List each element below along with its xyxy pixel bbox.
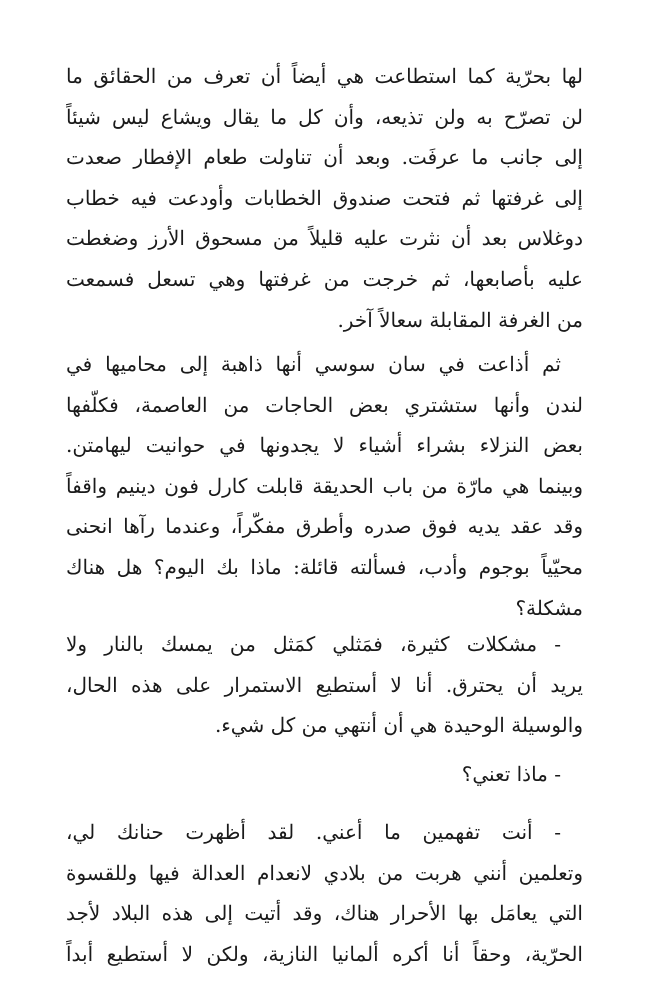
text-line: - أنت تفهمين ما أعني. لقد أظهرت حنانك لي، [66, 820, 561, 844]
text-line: عليه بأصابعها، ثم خرجت من غرفتها وهي تسعل فسمعت [66, 266, 583, 291]
text-line: من الغرفة المقابلة سعالاً آخر. [337, 307, 583, 332]
text-line: دوغلاس بعد أن نثرت عليه قليلاً من مسحوق الأرز وضغطت [66, 226, 583, 251]
text-line: يريد أن يحترق. أنا لا أستطيع الاستمرار على هذه الحال، [66, 672, 583, 697]
text-line: التي يعامَل بها الأحرار هناك، وقد أتيت إلى هذه البلاد لأجد [66, 901, 583, 926]
text-line: مشكلة؟ [515, 595, 583, 620]
text-line: إلى غرفتها ثم فتحت صندوق الخطابات وأودعت فيه خطاب [66, 185, 583, 210]
text-line: وتعلمين أنني هربت من بلادي لانعدام العدالة فيها وللقسوة [66, 860, 583, 885]
text-line: والوسيلة الوحيدة هي أن أنتهي من كل شيء. [215, 713, 583, 738]
paragraph-narration-1 [66, 56, 583, 340]
text-line: الحرّية، وحقاً أنا أكره ألمانيا النازية، ولكن لا أستطيع أبداً [66, 941, 583, 966]
paragraph-narration-2 [66, 344, 583, 628]
paragraph-dialogue-2 [66, 754, 583, 795]
text-line: لها بحرّية كما استطاعت هي أيضاً أن تعرف من الحقائق ما [66, 64, 583, 88]
text-line: ثم أذاعت في سان سوسي أنها ذاهبة إلى محاميها في [66, 352, 561, 376]
text-line: محيّياً بوجوم وأدب، فسألته قائلة: ماذا بك اليوم؟ هل هناك [66, 554, 583, 579]
text-line: وبينما هي مارّة من باب الحديقة قابلت كارل فون دينيم واقفاً [66, 473, 583, 498]
text-line: وقد عقد يديه فوق صدره وأطرق مفكّراً، وعندما رآها انحنى [66, 514, 583, 539]
text-line: بعض النزلاء بشراء أشياء لا يجدونها في حوانيت ليهامتن. [66, 433, 583, 458]
paragraph-dialogue-3 [66, 812, 583, 974]
text-line: - ماذا تعني؟ [461, 762, 561, 786]
text-line: لندن وأنها ستشتري بعض الحاجات من العاصمة، فكلّفها [66, 392, 583, 417]
text-line: - مشكلات كثيرة، فمَثلي كمَثل من يمسك بالنار ولا [66, 632, 561, 656]
text-line: لن تصرّح به ولن تذيعه، وأن كل ما يقال ويشاع ليس شيئاً [66, 104, 583, 129]
paragraph-dialogue-1 [66, 624, 583, 746]
text-line: إلى جانب ما عرفَت. وبعد أن تناولت طعام الإفطار صعدت [66, 145, 583, 170]
